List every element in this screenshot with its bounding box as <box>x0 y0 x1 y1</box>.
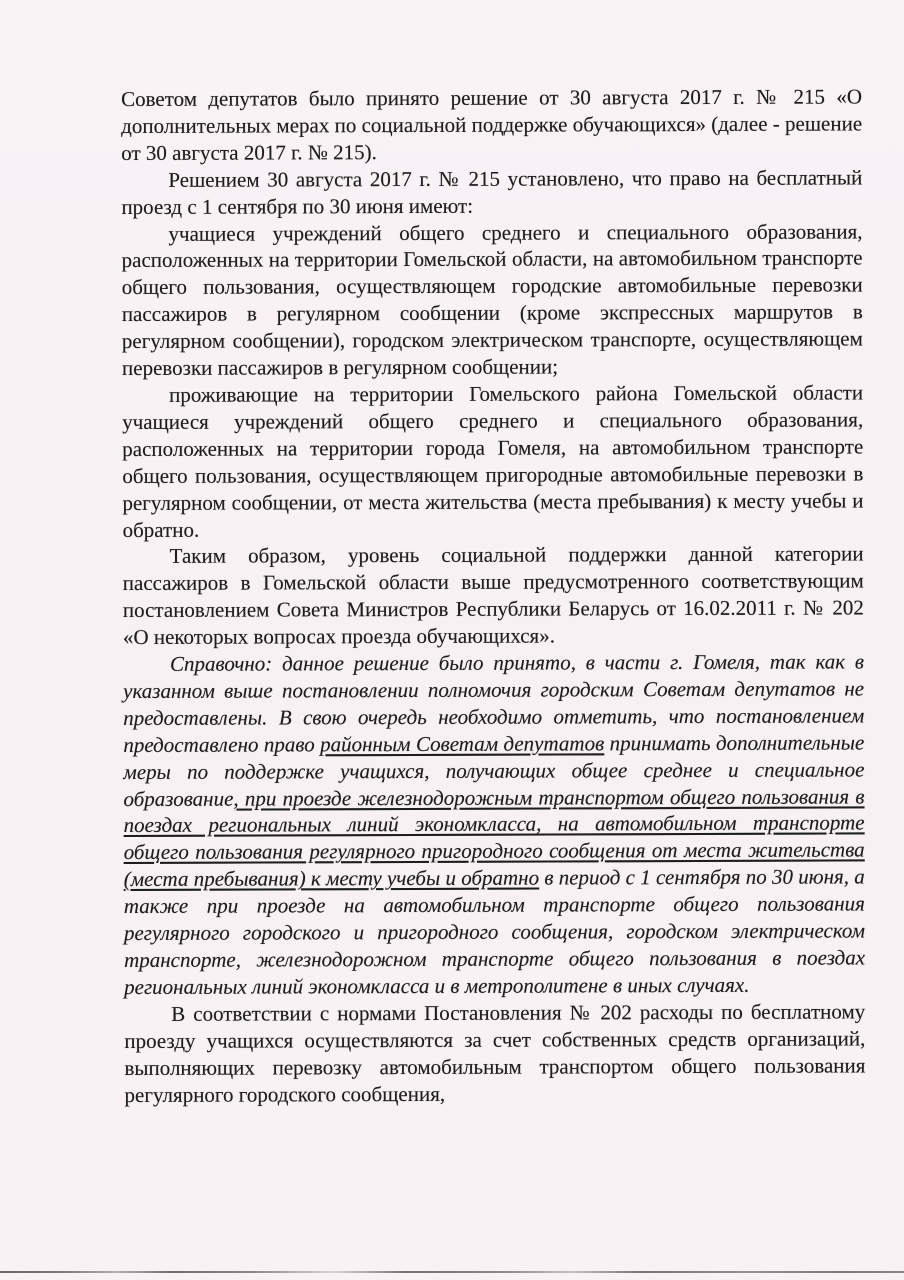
text-run: Справочно: данное решение было принято, в части г. Гомеля, так как в указанном выше постановлении полномочия городским Советам депутатов не предоставлены. В свою очередь необходимо отметить, что постановлением предоставлено право <box>123 649 865 757</box>
text-run: учащиеся учреждений общего среднего и специального образования, расположенных на территории Гомельской области, на автомобильном транспорте общего пользования, осуществляющем городские автомобильные перевозки пассажиров в регулярном сообщении (кроме экспрессных маршрутов в регулярном сообщении), городском электрическом транспорте, осуществляющем перевозки пассажиров в регулярном сообщении; <box>121 218 863 381</box>
text-run: принимать дополнительные меры по поддержке учащихся, получающих общее среднее и специальное образование <box>123 730 865 811</box>
underlined-text-run: , при проезде железнодорожным транспортом общего пользования в поездах региональных линий экономкласса, на автомобильном транспорте общего пользования регулярного пригородного сообщения от места жительства (места пребывания) к месту учебы и обратно <box>123 783 865 892</box>
paragraph <box>123 648 865 1000</box>
text-run: в период с 1 сентября по 30 июня, а также при проезде на автомобильном транспорте общего пользования регулярного городского и пригородного сообщения, городском электрическом транспорте, железнодорожном транспорте общего пользования в поездах региональных линий экономкласса и в метрополитене в иных случаях. <box>123 864 866 999</box>
document-text-block <box>121 83 866 1108</box>
paragraph <box>123 541 864 651</box>
text-run: проживающие на территории Гомельского района Гомельской области учащиеся учреждений общего среднего и специального образования, расположенных на территории города Гомеля, на автомобильном транспорте общего пользования, осуществляющем пригородные автомобильные перевозки в регулярном сообщении, от места жительства (места пребывания) к месту учебы и обратно. <box>122 380 864 542</box>
underlined-text-run: районным Советам депутатов <box>320 731 605 757</box>
text-run: Решением 30 августа 2017 г. № 215 установлено, что право на бесплатный проезд с 1 сентября по 30 июня имеют: <box>121 165 863 219</box>
scan-edge-artifact-line <box>0 1271 904 1273</box>
paragraph <box>121 218 863 382</box>
paragraph <box>121 164 862 220</box>
text-run: В соответствии с нормами Постановления № 202 расходы по бесплатному проезду учащихся осуществляются за счет собственных средств организаций, выполняющих перевозку автомобильным транспортом общего пользования регулярного городского сообщения, <box>124 999 866 1107</box>
paragraph <box>124 998 865 1108</box>
text-run: Советом депутатов было принято решение от 30 августа 2017 г. № 215 «О дополнительных мерах по социальной поддержке обучающихся» (далее - решение от 30 августа 2017 г. № 215). <box>121 84 863 165</box>
text-run: Таким образом, уровень социальной поддержки данной категории пассажиров в Гомельской области выше предусмотренного соответствующим постановлением Совета Министров Республики Беларусь от 16.02.2011 г. № 202 «О некоторых вопросах проезда обучающихся». <box>122 541 864 650</box>
paragraph <box>121 83 862 166</box>
paragraph <box>122 379 864 543</box>
